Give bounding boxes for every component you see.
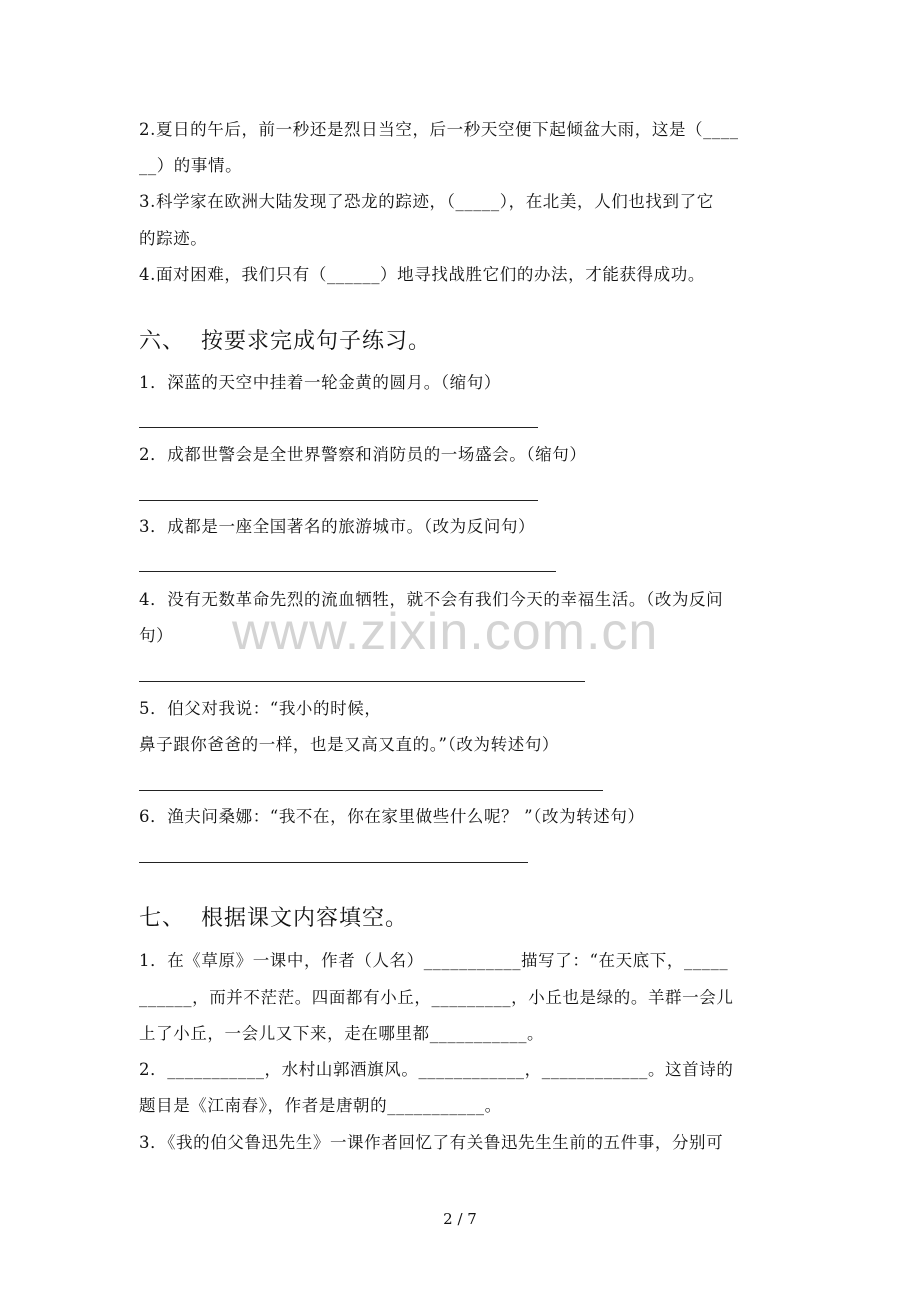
section7-q1-line3: 上了小丘，一会儿又下来，走在哪里都___________。 [139, 1024, 545, 1043]
section5-q4-line1: 4.面对困难，我们只有（______）地寻找战胜它们的办法，才能获得成功。 [139, 265, 705, 284]
answer-line-6-2 [139, 500, 538, 501]
section6-title: 按要求完成句子练习。 [201, 329, 432, 354]
section5-q2-line2: __）的事情。 [139, 156, 243, 175]
section7-q2-line2: 题目是《江南春》，作者是唐朝的___________。 [139, 1096, 502, 1115]
section7-number: 七、 [139, 906, 186, 931]
section6-q6: 6．渔夫问桑娜：“我不在，你在家里做些什么呢？ ”（改为转述句） [139, 807, 645, 826]
answer-line-6-4 [139, 681, 585, 682]
page-number: 2 / 7 [443, 1210, 477, 1228]
section6-heading [139, 327, 431, 357]
answer-line-6-5 [139, 790, 603, 791]
section6-q5-line2: 鼻子跟你爸爸的一样，也是又高又直的。”（改为转述句） [139, 735, 560, 754]
section7-heading [139, 904, 408, 934]
section5-q3-line1: 3.科学家在欧洲大陆发现了恐龙的踪迹，（_____），在北美，人们也找到了它 [139, 192, 714, 211]
section6-q5-line1: 5．伯父对我说：“我小的时候， [139, 699, 382, 718]
answer-line-6-3 [139, 571, 556, 572]
section5-q3-line2: 的踪迹。 [139, 229, 208, 248]
section5-q2-line1: 2.夏日的午后，前一秒还是烈日当空，后一秒天空便下起倾盆大雨，这是（____ [139, 120, 739, 139]
answer-line-6-1 [139, 427, 538, 428]
section6-q4-line1: 4．没有无数革命先烈的流血牺牲，就不会有我们今天的幸福生活。（改为反问 [139, 590, 724, 609]
section6-q1: 1．深蓝的天空中挂着一轮金黄的圆月。（缩句） [139, 373, 501, 392]
section7-title: 根据课文内容填空。 [201, 906, 409, 931]
section7-q3-line1: 3．《我的伯父鲁迅先生》一课作者回忆了有关鲁迅先生生前的五件事，分别可 [139, 1133, 724, 1152]
section6-q2: 2．成都世警会是全世界警察和消防员的一场盛会。（缩句） [139, 445, 587, 464]
section7-q1-line2: ______，而并不茫茫。四面都有小丘，_________，小丘也是绿的。羊群一会儿 [139, 988, 734, 1007]
section7-q1-line1: 1．在《草原》一课中，作者（人名）___________描写了：“在天底下，_____ [139, 951, 729, 970]
section6-q3: 3．成都是一座全国著名的旅游城市。（改为反问句） [139, 517, 536, 536]
watermark: www.zixin.com.cn [232, 603, 659, 661]
section6-number: 六、 [139, 329, 186, 354]
answer-line-6-6 [139, 862, 528, 863]
section7-q2-line1: 2．___________，水村山郭酒旗风。____________，____________。这首诗的 [139, 1060, 734, 1079]
section6-q4-line2: 句） [139, 626, 174, 645]
